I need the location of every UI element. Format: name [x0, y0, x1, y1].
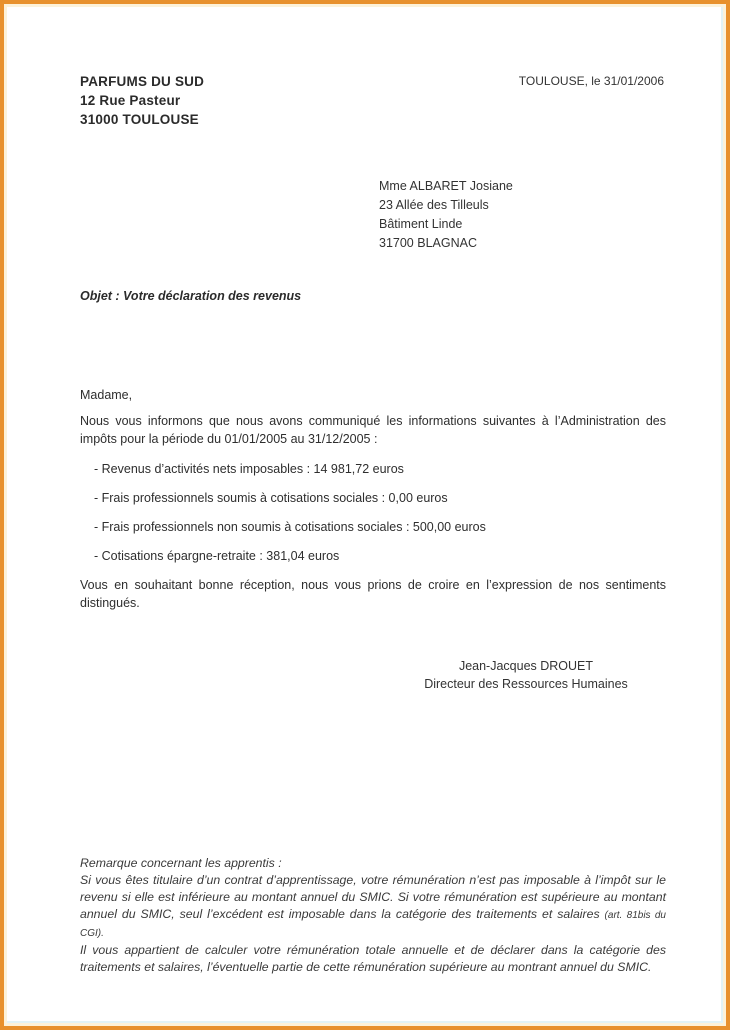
sender-address-block — [80, 72, 204, 129]
sender-name: PARFUMS DU SUD — [80, 74, 205, 89]
date-line: TOULOUSE, le 31/01/2006 — [518, 74, 664, 88]
recipient-name: Mme ALBARET Josiane — [379, 179, 513, 193]
sender-street: 12 Rue Pasteur — [80, 93, 181, 108]
signature-block — [376, 657, 676, 694]
recipient-street: 23 Allée des Tilleuls — [379, 198, 489, 212]
footnote-paragraph — [80, 872, 666, 942]
letter-header — [80, 72, 664, 129]
subject-line: Objet : Votre déclaration des revenus — [80, 289, 302, 303]
footnote-legal-ref: (art. 81bis du CGI). — [80, 910, 666, 939]
signatory-title: Directeur des Ressources Humaines — [424, 677, 628, 691]
salutation: Madame, — [80, 388, 133, 402]
list-item: - Frais professionnels soumis à cotisations sociales : 0,00 euros — [94, 490, 448, 505]
footnote-title: Remarque concernant les apprentis : — [80, 856, 282, 870]
list-item: - Revenus d’activités nets imposables : 14 981,72 euros — [94, 461, 404, 476]
recipient-city: 31700 BLAGNAC — [379, 236, 477, 250]
footnote-block — [80, 855, 666, 976]
sender-city: 31000 TOULOUSE — [80, 112, 199, 127]
signatory-name: Jean-Jacques DROUET — [458, 658, 594, 673]
declared-items-list — [80, 460, 666, 566]
footnote-text: Si vous êtes titulaire d’un contrat d’apprentissage, votre rémunération n’est pas imposable à l’impôt sur le revenu si elle est inférieure au montant annuel du SMIC. Si votre rémunération est supérieure au montant annuel du SMIC, seul l’excédent est imposable dans la catégorie des traitements et salaires — [80, 873, 666, 921]
closing-paragraph: Vous en souhaitant bonne réception, nous vous prions de croire en l’expression de nos sentiments distingués. — [80, 577, 666, 610]
recipient-address-block — [379, 177, 513, 253]
footnote-paragraph: Il vous appartient de calculer votre rémunération totale annuelle et de déclarer dans la catégorie des traitements et salaires, l’éventuelle partie de cette rémunération supérieure au montrant annuel du SMIC. — [80, 943, 666, 974]
recipient-building: Bâtiment Linde — [379, 217, 463, 231]
letter-body — [80, 386, 666, 694]
list-item: - Frais professionnels non soumis à cotisations sociales : 500,00 euros — [94, 519, 486, 534]
intro-paragraph: Nous vous informons que nous avons communiqué les informations suivantes à l’Administration des impôts pour la période du 01/01/2005 au 31/12/2005 : — [80, 413, 666, 446]
list-item: - Cotisations épargne-retraite : 381,04 euros — [94, 548, 340, 563]
